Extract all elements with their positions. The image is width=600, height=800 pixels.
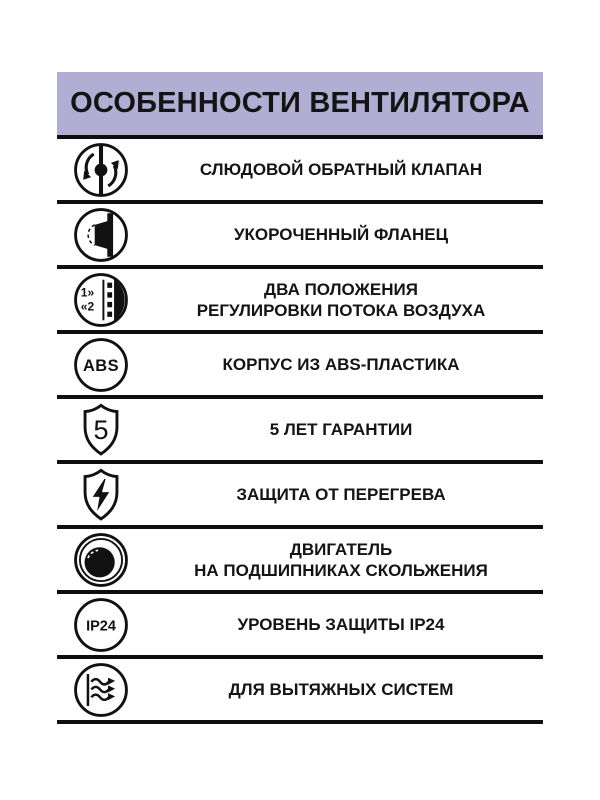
feature-text — [145, 539, 543, 581]
abs-plastic-icon — [72, 336, 130, 394]
feature-text — [145, 159, 543, 180]
feature-text — [145, 679, 543, 700]
feature-row-two-positions — [57, 269, 543, 334]
feature-icon-wrap — [57, 206, 145, 264]
feature-row-sliding-bearing — [57, 529, 543, 594]
warranty-shield-icon — [72, 401, 130, 459]
feature-row-overheat-protection — [57, 464, 543, 529]
feature-line: НА ПОДШИПНИКАХ СКОЛЬЖЕНИЯ — [194, 560, 488, 580]
svg-text:IP24: IP24 — [86, 617, 116, 634]
feature-icon-wrap — [57, 596, 145, 654]
feature-icon-wrap — [57, 401, 145, 459]
check-valve-icon — [72, 141, 130, 199]
svg-text:ABS: ABS — [82, 356, 120, 375]
feature-row-exhaust-systems — [57, 659, 543, 724]
overheat-shield-icon — [72, 466, 130, 524]
feature-row-check-valve — [57, 139, 543, 204]
two-positions-icon — [72, 271, 130, 329]
feature-line: 5 ЛЕТ ГАРАНТИИ — [269, 420, 413, 439]
feature-list — [57, 139, 543, 724]
svg-text:1»: 1» — [80, 285, 95, 300]
feature-icon-wrap — [57, 466, 145, 524]
feature-text — [145, 484, 543, 505]
feature-row-warranty-5 — [57, 399, 543, 464]
feature-row-ip24 — [57, 594, 543, 659]
short-flange-icon — [72, 206, 130, 264]
feature-line: ДВИГАТЕЛЬ — [289, 539, 393, 559]
feature-line: ЗАЩИТА ОТ ПЕРЕГРЕВА — [236, 485, 446, 504]
svg-text:5: 5 — [93, 414, 109, 445]
feature-row-abs-plastic — [57, 334, 543, 399]
feature-line: УРОВЕНЬ ЗАЩИТЫ IP24 — [237, 615, 445, 634]
exhaust-airflow-icon — [72, 661, 130, 719]
feature-line: СЛЮДОВОЙ ОБРАТНЫЙ КЛАПАН — [199, 160, 483, 179]
feature-icon-wrap — [57, 661, 145, 719]
feature-line: УКОРОЧЕННЫЙ ФЛАНЕЦ — [233, 225, 449, 244]
feature-icon-wrap — [57, 141, 145, 199]
header-band — [57, 72, 543, 139]
sliding-bearing-icon — [72, 531, 130, 589]
feature-text — [145, 224, 543, 245]
svg-text:«2: «2 — [80, 299, 95, 314]
feature-text — [145, 614, 543, 635]
feature-line: ДВА ПОЛОЖЕНИЯ — [264, 279, 418, 299]
feature-icon-wrap — [57, 271, 145, 329]
feature-text — [145, 419, 543, 440]
feature-text — [145, 279, 543, 321]
page-title: ОСОБЕННОСТИ ВЕНТИЛЯТОРА — [70, 87, 530, 119]
feature-text — [145, 354, 543, 375]
feature-line: ДЛЯ ВЫТЯЖНЫХ СИСТЕМ — [228, 680, 454, 699]
feature-line: КОРПУС ИЗ ABS-ПЛАСТИКА — [222, 355, 460, 374]
feature-sheet — [57, 72, 543, 724]
feature-icon-wrap — [57, 531, 145, 589]
feature-row-short-flange — [57, 204, 543, 269]
feature-line: РЕГУЛИРОВКИ ПОТОКА ВОЗДУХА — [196, 300, 486, 320]
feature-icon-wrap — [57, 336, 145, 394]
ip24-icon — [72, 596, 130, 654]
